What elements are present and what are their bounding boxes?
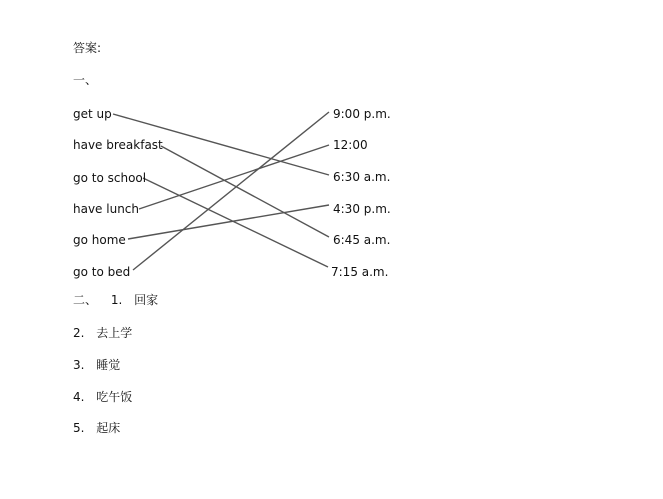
match-line-2 [161,146,329,237]
section-two-item [73,293,158,307]
match-line-5 [128,205,329,239]
section-two-item [73,390,132,404]
match-line-4 [139,145,329,209]
item-number: 1. [110,293,123,307]
right-item: 6:30 a.m. [333,170,391,184]
item-text: 起床 [96,421,121,435]
right-item: 6:45 a.m. [333,233,391,247]
left-item: go to school [73,171,147,185]
section-two-item [73,421,120,435]
left-item: have lunch [73,202,140,216]
item-number: 5. [73,421,85,435]
item-number: 4. [73,390,85,404]
section-two-item [73,358,120,372]
right-item: 4:30 p.m. [333,202,391,216]
item-text: 吃午饭 [96,390,133,404]
item-text: 回家 [134,293,159,307]
right-item: 7:15 a.m. [331,265,389,279]
section-two-prefix: 二、 [73,293,98,307]
item-text: 睡觉 [96,358,121,372]
item-text: 去上学 [96,326,133,340]
left-item: get up [73,107,112,121]
right-item: 12:00 [333,138,368,152]
section-one-heading: 一、 [73,73,98,87]
left-item: go to bed [73,265,131,279]
left-item: go home [73,233,126,247]
item-number: 2. [73,326,85,340]
match-line-3 [143,178,328,267]
right-item: 9:00 p.m. [333,107,391,121]
answer-heading: 答案: [73,41,102,55]
match-line-6 [133,112,329,270]
section-two-item [73,326,132,340]
item-number: 3. [73,358,85,372]
left-item: have breakfast [73,138,163,152]
